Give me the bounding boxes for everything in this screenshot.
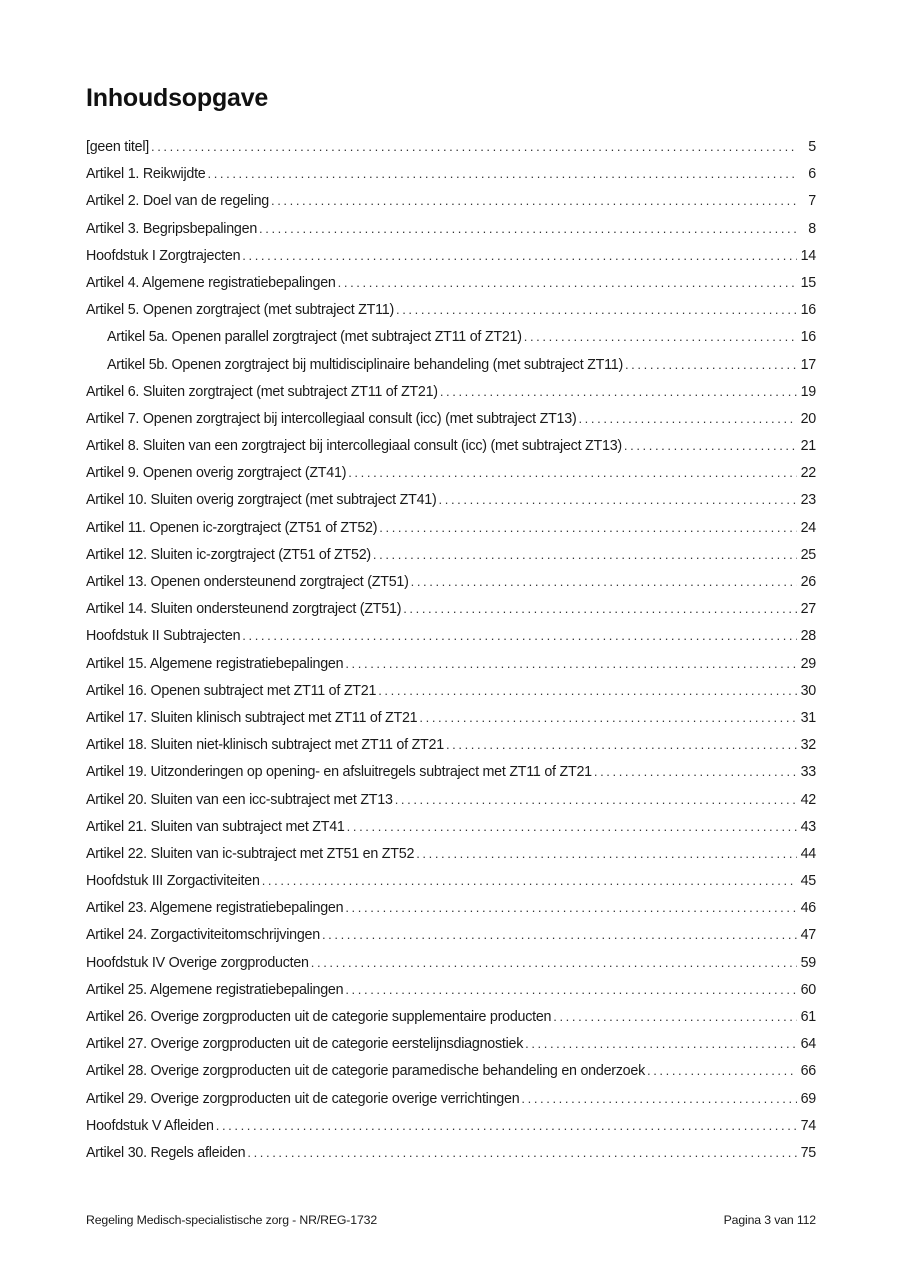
dot-leader — [594, 758, 797, 785]
toc-entry-label: Artikel 19. Uitzonderingen op opening- en afsluitregels subtraject met ZT11 of ZT21 — [86, 764, 592, 781]
toc-entry[interactable] — [86, 1057, 816, 1084]
toc-entry[interactable] — [86, 1112, 816, 1139]
toc-entry-page-number: 8 — [808, 220, 816, 237]
toc-entry-label: Artikel 10. Sluiten overig zorgtraject (met subtraject ZT41) — [86, 492, 437, 509]
toc-entry-label: Artikel 23. Algemene registratiebepalingen — [86, 900, 344, 917]
toc-entry-label: Artikel 6. Sluiten zorgtraject (met subtraject ZT11 of ZT21) — [86, 383, 438, 400]
toc-entry-label: Artikel 20. Sluiten van een icc-subtraject met ZT13 — [86, 791, 393, 808]
toc-entry[interactable] — [86, 1030, 816, 1057]
toc-entry-page-number: 44 — [800, 845, 816, 862]
toc-entry-page-number: 21 — [800, 438, 816, 455]
toc-entry[interactable] — [86, 378, 816, 405]
dot-leader — [216, 1112, 797, 1139]
dot-leader — [151, 133, 798, 160]
toc-entry-label: Artikel 15. Algemene registratiebepalingen — [86, 655, 344, 672]
toc-entry-page-number: 75 — [800, 1144, 816, 1161]
toc-entry-page-number: 59 — [800, 954, 816, 971]
toc-entry[interactable] — [86, 1003, 816, 1030]
dot-leader — [440, 378, 797, 405]
toc-entry[interactable] — [86, 595, 816, 622]
dot-leader — [525, 1030, 796, 1057]
dot-leader — [242, 622, 796, 649]
toc-entry[interactable] — [86, 541, 816, 568]
toc-entry-page-number: 29 — [800, 655, 816, 672]
toc-entry[interactable] — [86, 731, 816, 758]
dot-leader — [247, 1139, 796, 1166]
toc-entry-page-number: 47 — [800, 927, 816, 944]
toc-entry[interactable] — [86, 514, 816, 541]
toc-entry-page-number: 28 — [800, 628, 816, 645]
toc-entry-label: Artikel 4. Algemene registratiebepalingen — [86, 274, 336, 291]
toc-entry[interactable] — [86, 405, 816, 432]
toc-entry[interactable] — [86, 187, 816, 214]
dot-leader — [446, 731, 797, 758]
dot-leader — [411, 568, 797, 595]
toc-entry-page-number: 24 — [800, 519, 816, 536]
page-title: Inhoudsopgave — [86, 84, 269, 112]
toc-entry[interactable] — [86, 568, 816, 595]
toc-entry-label: Artikel 18. Sluiten niet-klinisch subtraject met ZT11 of ZT21 — [86, 737, 444, 754]
toc-entry-label: Hoofdstuk I Zorgtrajecten — [86, 247, 241, 264]
toc-entry-page-number: 22 — [800, 465, 816, 482]
toc-entry[interactable] — [86, 269, 816, 296]
toc-entry[interactable] — [86, 215, 816, 242]
toc-entry[interactable] — [86, 894, 816, 921]
toc-entry-label: Artikel 1. Reikwijdte — [86, 166, 206, 183]
footer-document-name: Regeling Medisch-specialistische zorg - NR/REG-1732 — [86, 1213, 378, 1227]
toc-entry[interactable] — [86, 677, 816, 704]
toc-entry[interactable] — [86, 786, 816, 813]
toc-entry[interactable] — [86, 976, 816, 1003]
toc-entry[interactable] — [86, 650, 816, 677]
toc-entry-label: Artikel 29. Overige zorgproducten uit de categorie overige verrichtingen — [86, 1090, 520, 1107]
toc-entry-label: Artikel 13. Openen ondersteunend zorgtraject (ZT51) — [86, 574, 409, 590]
toc-entry-page-number: 20 — [800, 410, 816, 427]
dot-leader — [348, 459, 796, 486]
toc-entry[interactable] — [86, 840, 816, 867]
toc-entry-label: Artikel 5a. Openen parallel zorgtraject (met subtraject ZT11 of ZT21) — [107, 329, 522, 346]
toc-entry-page-number: 60 — [800, 981, 816, 998]
toc-entry-label: [geen titel] — [86, 139, 149, 155]
footer-page-indicator: Pagina 3 van 112 — [723, 1213, 816, 1227]
toc-entry[interactable] — [86, 867, 816, 894]
toc-entry-label: Artikel 14. Sluiten ondersteunend zorgtraject (ZT51) — [86, 601, 402, 618]
toc-entry[interactable] — [86, 133, 816, 160]
toc-entry-label: Artikel 17. Sluiten klinisch subtraject met ZT11 of ZT21 — [86, 709, 418, 726]
toc-entry-page-number: 25 — [800, 546, 816, 563]
toc-entry[interactable] — [86, 758, 816, 785]
toc-entry-page-number: 32 — [800, 737, 816, 754]
dot-leader — [345, 650, 796, 677]
toc-entry[interactable] — [86, 704, 816, 731]
toc-entry-page-number: 6 — [808, 166, 816, 183]
toc-entry-page-number: 61 — [800, 1009, 816, 1025]
dot-leader — [396, 296, 797, 323]
toc-entry-page-number: 5 — [808, 139, 816, 155]
dot-leader — [625, 351, 797, 378]
toc-entry[interactable] — [86, 813, 816, 840]
toc-entry-page-number: 74 — [800, 1117, 816, 1134]
toc-entry-page-number: 15 — [800, 274, 816, 291]
dot-leader — [338, 269, 797, 296]
toc-entry-label: Artikel 5. Openen zorgtraject (met subtraject ZT11) — [86, 302, 394, 319]
dot-leader — [553, 1003, 796, 1030]
dot-leader — [395, 786, 797, 813]
toc-entry[interactable] — [86, 432, 816, 459]
toc-entry-label: Hoofdstuk IV Overige zorgproducten — [86, 954, 309, 971]
dot-leader — [379, 514, 796, 541]
dot-leader — [347, 813, 797, 840]
dot-leader — [242, 242, 796, 269]
toc-entry[interactable] — [86, 1139, 816, 1166]
toc-entry[interactable] — [86, 296, 816, 323]
toc-entry-label: Artikel 9. Openen overig zorgtraject (ZT41) — [86, 465, 347, 482]
toc-entry-label: Artikel 3. Begripsbepalingen — [86, 220, 258, 237]
toc-entry-page-number: 69 — [800, 1090, 816, 1107]
toc-entry-page-number: 46 — [800, 900, 816, 917]
dot-leader — [259, 215, 798, 242]
toc-entry-label: Artikel 22. Sluiten van ic-subtraject met ZT51 en ZT52 — [86, 845, 415, 862]
toc-entry-label: Artikel 24. Zorgactiviteitomschrijvingen — [86, 927, 320, 944]
toc-entry-page-number: 14 — [800, 247, 816, 264]
toc-entry-label: Artikel 12. Sluiten ic-zorgtraject (ZT51 of ZT52) — [86, 546, 371, 563]
toc-entry-label: Artikel 16. Openen subtraject met ZT11 of ZT21 — [86, 682, 377, 699]
dot-leader — [439, 486, 797, 513]
toc-entry-page-number: 45 — [800, 873, 816, 890]
toc-entry-page-number: 33 — [800, 764, 816, 781]
dot-leader — [271, 187, 798, 214]
toc-entry-page-number: 30 — [800, 682, 816, 699]
toc-entry-label: Artikel 11. Openen ic-zorgtraject (ZT51 of ZT52) — [86, 519, 378, 536]
toc-entry-page-number: 31 — [800, 709, 816, 726]
toc-entry-label: Artikel 2. Doel van de regeling — [86, 193, 269, 210]
toc-entry-page-number: 19 — [800, 383, 816, 400]
toc-entry-label: Artikel 26. Overige zorgproducten uit de categorie supplementaire producten — [86, 1009, 552, 1025]
toc-entry[interactable] — [86, 459, 816, 486]
toc-entry-label: Artikel 8. Sluiten van een zorgtraject bij intercollegiaal consult (icc) (met subtraject ZT13) — [86, 438, 622, 455]
dot-leader — [311, 949, 797, 976]
dot-leader — [345, 894, 796, 921]
toc-entry[interactable] — [86, 921, 816, 948]
toc-entry[interactable] — [86, 160, 816, 187]
toc-entry-label: Artikel 7. Openen zorgtraject bij intercollegiaal consult (icc) (met subtraject ZT13) — [86, 410, 577, 427]
page-footer — [86, 1213, 816, 1227]
toc-entry-label: Artikel 25. Algemene registratiebepalingen — [86, 981, 344, 998]
toc-entry-page-number: 66 — [800, 1063, 816, 1080]
dot-leader — [378, 677, 796, 704]
dot-leader — [524, 323, 797, 350]
toc-entry-page-number: 7 — [808, 193, 816, 210]
dot-leader — [521, 1085, 796, 1112]
dot-leader — [403, 595, 796, 622]
toc-entry-page-number: 42 — [800, 791, 816, 808]
toc-entry[interactable] — [86, 323, 816, 350]
toc-entry-label: Hoofdstuk V Afleiden — [86, 1117, 214, 1134]
toc-entry[interactable] — [86, 1085, 816, 1112]
toc-entry[interactable] — [86, 351, 816, 378]
toc-entry-page-number: 17 — [800, 356, 816, 373]
dot-leader — [578, 405, 796, 432]
toc-entry-label: Artikel 27. Overige zorgproducten uit de categorie eerstelijnsdiagnostiek — [86, 1036, 524, 1053]
toc-entry-label: Artikel 21. Sluiten van subtraject met ZT41 — [86, 818, 345, 835]
toc-entry-page-number: 23 — [800, 492, 816, 509]
dot-leader — [322, 921, 797, 948]
toc-entry-label: Hoofdstuk III Zorgactiviteiten — [86, 873, 260, 890]
toc-entry-label: Hoofdstuk II Subtrajecten — [86, 628, 241, 645]
toc-entry-page-number: 64 — [800, 1036, 816, 1053]
table-of-contents — [86, 133, 816, 1166]
dot-leader — [373, 541, 797, 568]
dot-leader — [416, 840, 796, 867]
toc-entry-page-number: 26 — [800, 574, 816, 590]
toc-entry-page-number: 27 — [800, 601, 816, 618]
dot-leader — [208, 160, 799, 187]
dot-leader — [419, 704, 796, 731]
toc-entry-label: Artikel 28. Overige zorgproducten uit de categorie paramedische behandeling en onderzoek — [86, 1063, 645, 1080]
dot-leader — [262, 867, 797, 894]
dot-leader — [345, 976, 796, 1003]
dot-leader — [624, 432, 797, 459]
toc-entry[interactable] — [86, 949, 816, 976]
toc-entry-page-number: 43 — [800, 818, 816, 835]
toc-entry[interactable] — [86, 486, 816, 513]
toc-entry-label: Artikel 5b. Openen zorgtraject bij multidisciplinaire behandeling (met subtraject ZT11) — [107, 356, 623, 373]
dot-leader — [647, 1057, 797, 1084]
toc-entry-page-number: 16 — [800, 329, 816, 346]
toc-entry-label: Artikel 30. Regels afleiden — [86, 1144, 246, 1161]
toc-entry[interactable] — [86, 242, 816, 269]
toc-entry-page-number: 16 — [800, 302, 816, 319]
toc-entry[interactable] — [86, 622, 816, 649]
